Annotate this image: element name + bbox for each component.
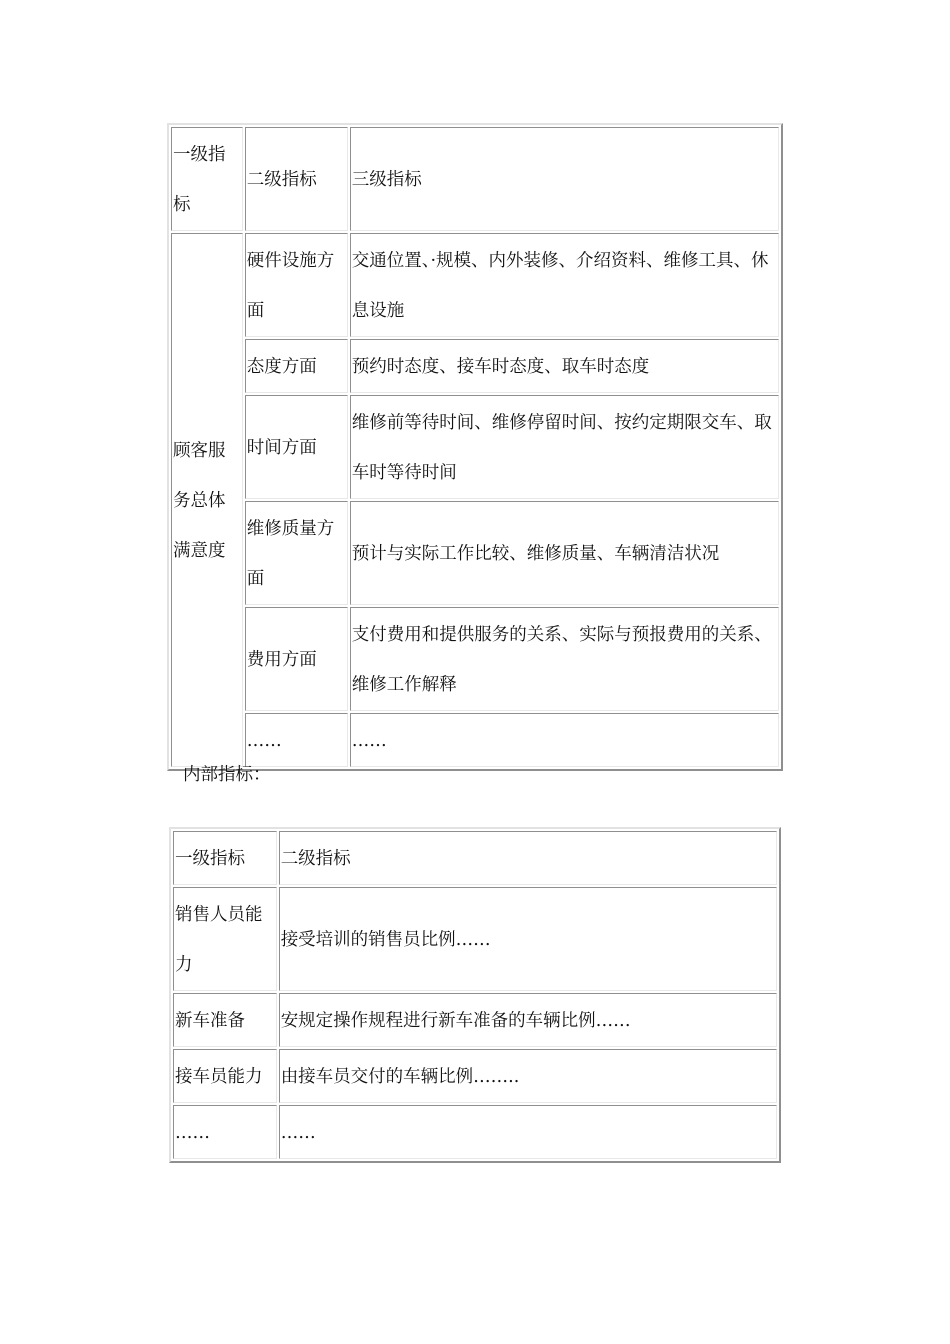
tertiary-indicator-cell: 预约时态度、接车时态度、取车时态度 <box>350 339 779 393</box>
table-row <box>171 395 779 499</box>
secondary-indicator-cell: 费用方面 <box>245 607 348 711</box>
tertiary-indicator-cell: 预计与实际工作比较、维修质量、车辆清洁状况 <box>350 501 779 605</box>
table-row <box>173 887 777 991</box>
primary-indicator-cell: 接车员能力 <box>173 1049 277 1103</box>
customer-satisfaction-table <box>167 123 783 771</box>
header-cell-level2: 二级指标 <box>245 127 348 231</box>
table-row <box>171 501 779 605</box>
secondary-indicator-cell: 态度方面 <box>245 339 348 393</box>
primary-indicator-cell: 销售人员能力 <box>173 887 277 991</box>
table-row <box>173 1105 777 1159</box>
header-cell-level3: 三级指标 <box>350 127 779 231</box>
primary-indicator-cell: 新车准备 <box>173 993 277 1047</box>
secondary-indicator-cell: 时间方面 <box>245 395 348 499</box>
tertiary-indicator-cell: …… <box>350 713 779 767</box>
secondary-indicator-cell: …… <box>279 1105 777 1159</box>
secondary-indicator-cell: 硬件设施方面 <box>245 233 348 337</box>
secondary-indicator-cell: …… <box>245 713 348 767</box>
header-cell-level2: 二级指标 <box>279 831 777 885</box>
header-cell-level1: 一级指标 <box>173 831 277 885</box>
tertiary-indicator-cell: 维修前等待时间、维修停留时间、按约定期限交车、取车时等待时间 <box>350 395 779 499</box>
primary-indicator-cell: 顾客服务总体满意度 <box>171 233 243 767</box>
table-header-row <box>173 831 777 885</box>
table-row <box>171 607 779 711</box>
tertiary-indicator-cell: 支付费用和提供服务的关系、实际与预报费用的关系、维修工作解释 <box>350 607 779 711</box>
internal-indicators-table <box>169 827 781 1163</box>
secondary-indicator-cell: 接受培训的销售员比例…… <box>279 887 777 991</box>
section-label-internal: 内部指标： <box>183 765 271 785</box>
secondary-indicator-cell: 由接车员交付的车辆比例…….. <box>279 1049 777 1103</box>
table-row <box>173 1049 777 1103</box>
table-row <box>171 339 779 393</box>
secondary-indicator-cell: 安规定操作规程进行新车准备的车辆比例…… <box>279 993 777 1047</box>
tertiary-indicator-cell: 交通位置、·规模、内外装修、介绍资料、维修工具、休息设施 <box>350 233 779 337</box>
table-header-row <box>171 127 779 231</box>
table-row <box>171 233 779 337</box>
table-row <box>171 713 779 767</box>
header-cell-level1: 一级指标 <box>171 127 243 231</box>
secondary-indicator-cell: 维修质量方面 <box>245 501 348 605</box>
primary-indicator-cell: …… <box>173 1105 277 1159</box>
table-row <box>173 993 777 1047</box>
